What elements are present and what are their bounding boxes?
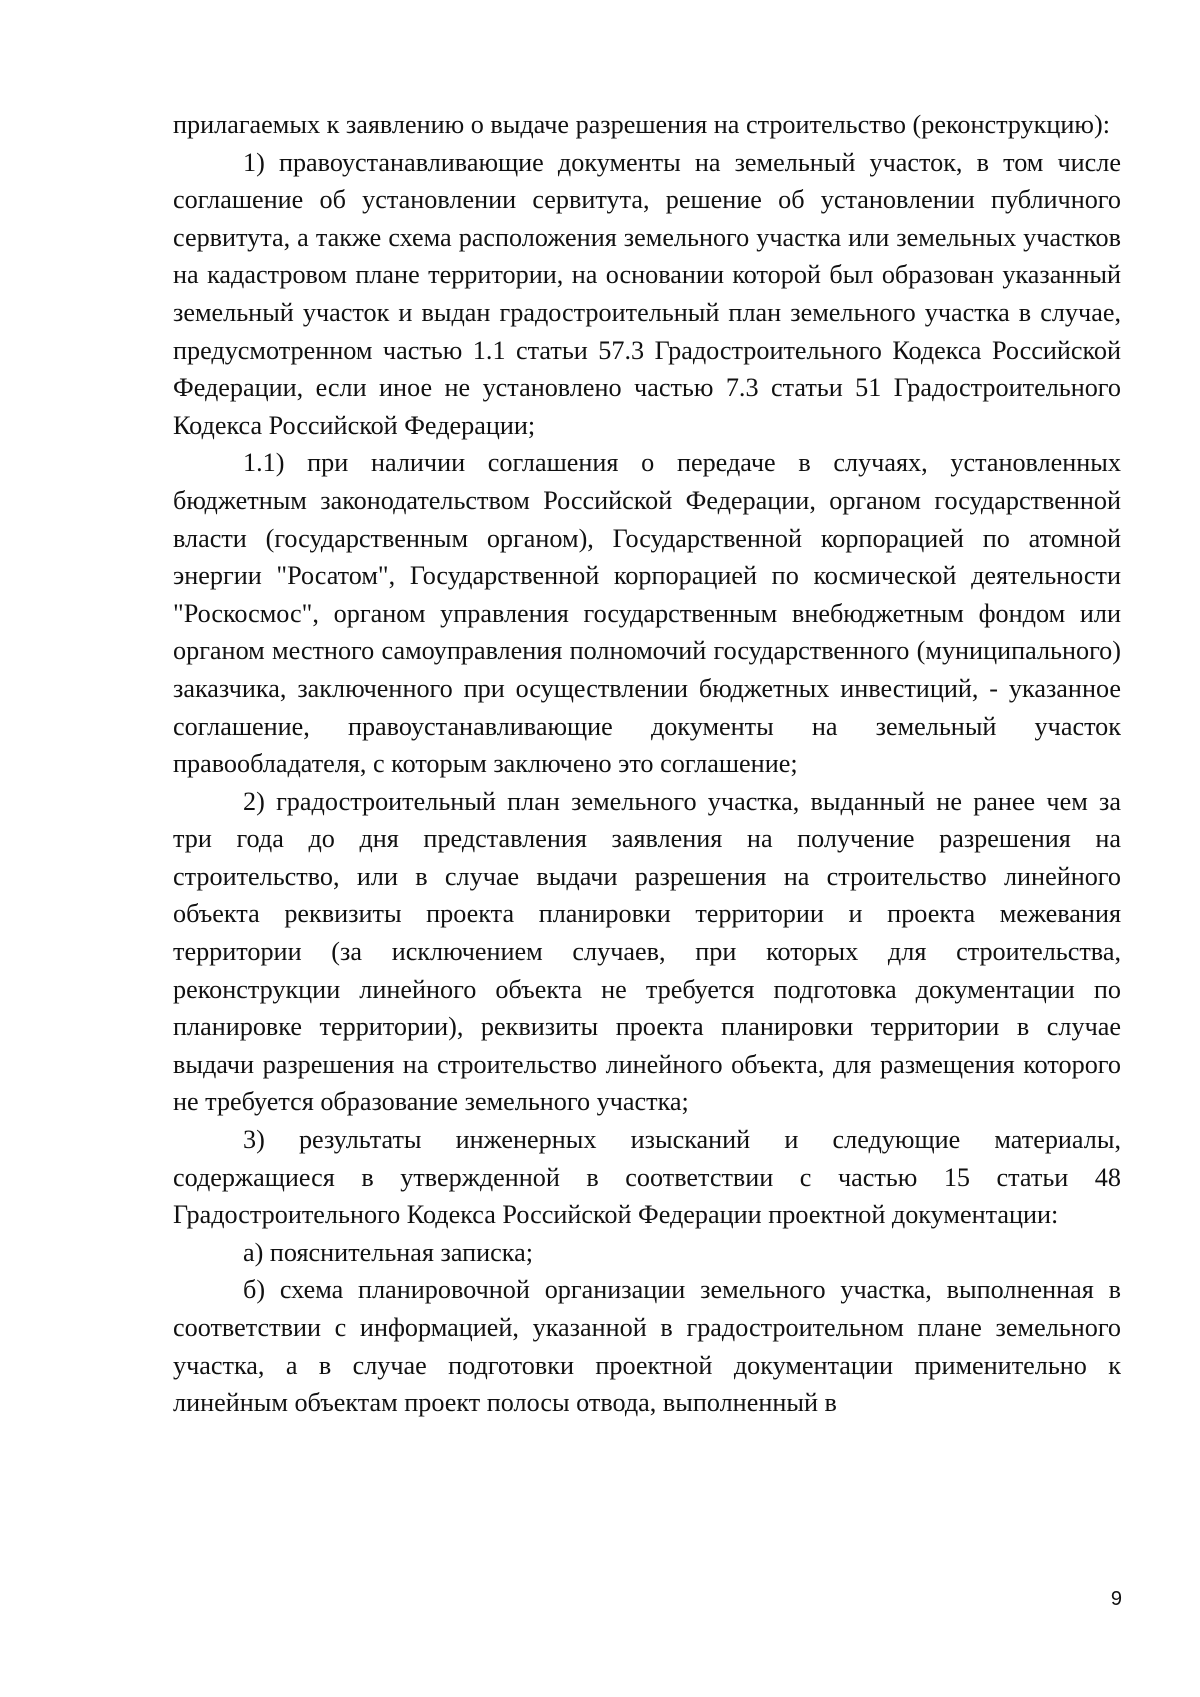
item-1-1-paragraph: 1.1) при наличии соглашения о передаче в случаях, установленных бюджетным законодательством Российской Федерации, органом государственной власти (государственным органом), Государственной корпорацией по атомной энергии "Росатом", Государственной корпорацией по космической деятельности "Роскосмос", органом управления государственным внебюджетным фондом или органом местного самоуправления полномочий государственного (муниципального) заказчика, заключенного при осуществлении бюджетных инвестиций, - указанное соглашение, правоустанавливающие документы на земельный участок правообладателя, с которым заключено это соглашение;: [173, 448, 1121, 779]
item-2-paragraph: 2) градостроительный план земельного участка, выданный не ранее чем за три года до дня представления заявления на получение разрешения на строительство, или в случае выдачи разрешения на строительство линейного объекта реквизиты проекта планировки территории и проекта межевания территории (за исключением случаев, при которых для строительства, реконструкции линейного объекта не требуется подготовка документации по планировке территории), реквизиты проекта планировки территории в случае выдачи разрешения на строительство линейного объекта, для размещения которого не требуется образование земельного участка;: [173, 786, 1121, 1117]
intro-paragraph: прилагаемых к заявлению о выдаче разрешения на строительство (реконструкцию):: [173, 110, 1110, 139]
item-3-paragraph: 3) результаты инженерных изысканий и следующие материалы, содержащиеся в утвержденной в соответствии с частью 15 статьи 48 Градостроительного Кодекса Российской Федерации проектной документации:: [173, 1125, 1121, 1230]
document-page: [173, 106, 1121, 1422]
item-1-paragraph: 1) правоустанавливающие документы на земельный участок, в том числе соглашение об установлении сервитута, решение об установлении публичного сервитута, а также схема расположения земельного участка или земельных участков на кадастровом плане территории, на основании которой был образован указанный земельный участок и выдан градостроительный план земельного участка в случае, предусмотренном частью 1.1 статьи 57.3 Градостроительного Кодекса Российской Федерации, если иное не установлено частью 7.3 статьи 51 Градостроительного Кодекса Российской Федерации;: [173, 147, 1121, 440]
item-3a-paragraph: а) пояснительная записка;: [243, 1237, 534, 1267]
item-3b-paragraph: б) схема планировочной организации земельного участка, выполненная в соответствии с информацией, указанной в градостроительном плане земельного участка, а в случае подготовки проектной документации применительно к линейным объектам проект полосы отвода, выполненный в: [173, 1275, 1121, 1418]
page-number: 9: [1110, 1588, 1122, 1610]
